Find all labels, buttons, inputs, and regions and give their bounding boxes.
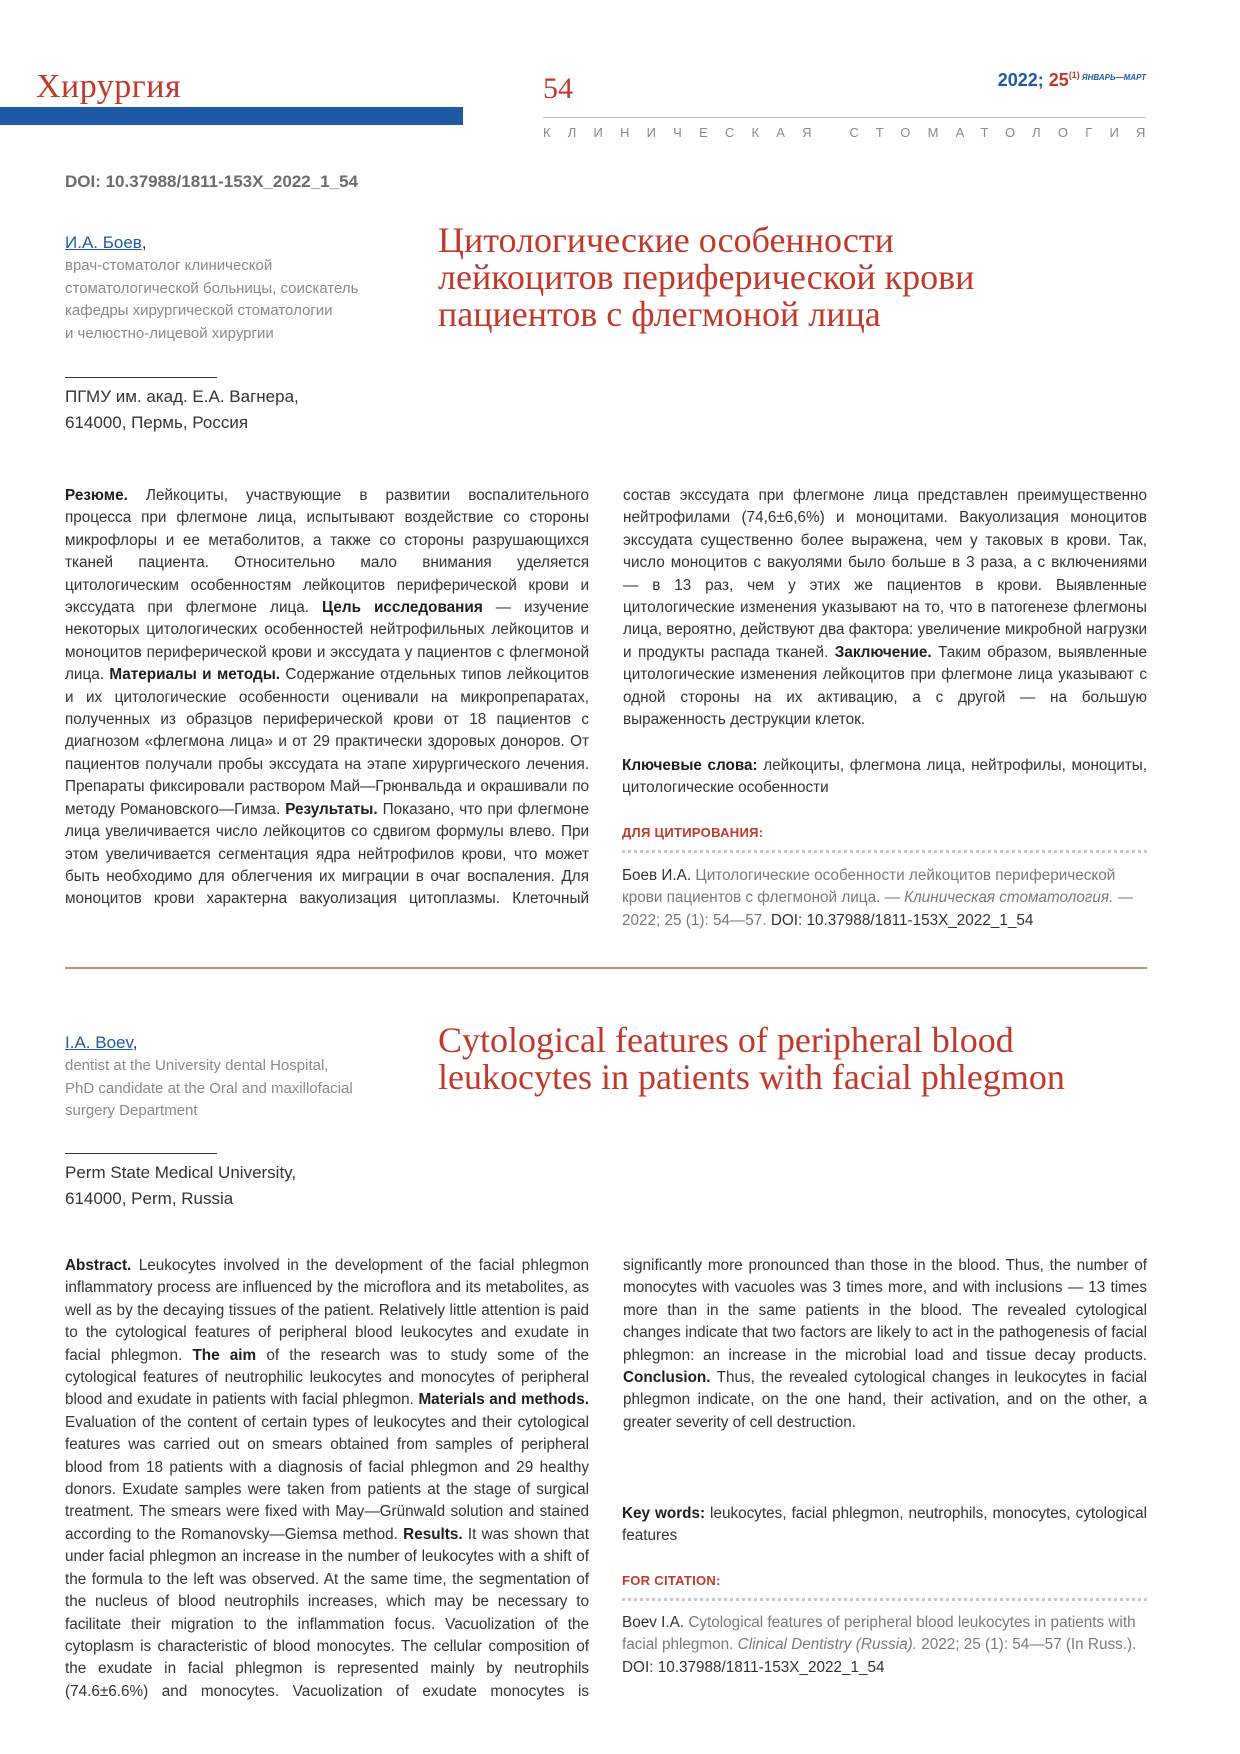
- journal-name: КЛИНИЧЕСКАЯ СТОМАТОЛОГИЯ: [543, 125, 1163, 140]
- section-divider: [65, 967, 1147, 969]
- citation-en: [622, 1612, 1147, 1679]
- conclusion-text: Thus, the revealed cytological changes in leukocytes in facial phlegmon indicate, on the one hand, their activation, and on the other, a greater severity of cell destruction.: [623, 1369, 1147, 1431]
- abstract-text: Leukocytes involved in the development of the facial phlegmon inflammatory process are influenced by the microflora and its metabolites, as well as by the decaying tissues of the patient. Relatively little attention is paid to the cytological features of peripheral blood leukocytes and exudate in facial phlegmon.: [65, 1257, 589, 1364]
- citation-label-ru: ДЛЯ ЦИТИРОВАНИЯ:: [622, 825, 764, 840]
- author-comma-ru: ,: [141, 233, 147, 252]
- citation-dotline-ru: [622, 850, 1147, 853]
- affiliation-ru: [65, 384, 299, 436]
- aim-text: — изучение некоторых цитологических особенностей нейтрофильных лейкоцитов и моноцитов периферической крови и экссудата у пациентов с флегмоной лица.: [65, 599, 590, 684]
- citation-journal: Clinical Dentistry (Russia).: [737, 1636, 918, 1654]
- affiliation-rule-ru: [65, 377, 217, 378]
- citation-journal: Клиническая стоматология.: [904, 889, 1114, 907]
- author-desc-line: dentist at the University dental Hospital,: [65, 1057, 329, 1074]
- citation-dotline-en: [622, 1598, 1147, 1601]
- issue-months: ЯНВАРЬ—МАРТ: [1081, 73, 1146, 82]
- author-desc-line: кафедры хирургической стоматологии: [65, 302, 333, 320]
- author-name-en[interactable]: I.A. Boev: [65, 1033, 133, 1052]
- affiliation-line: Perm State Medical University,: [65, 1163, 297, 1182]
- issue-number: (1): [1068, 70, 1080, 80]
- issue-volume: 25: [1048, 70, 1069, 90]
- abstract-label: Abstract.: [65, 1257, 132, 1274]
- issue-year: 2022;: [997, 70, 1044, 90]
- author-desc-line: surgery Department: [65, 1102, 198, 1120]
- aim-label: Цель исследования: [322, 599, 483, 617]
- author-description-en: [65, 1055, 405, 1123]
- title-line: пациентов с флегмоной лица: [438, 294, 881, 334]
- methods-label: Материалы и методы.: [109, 666, 281, 684]
- issue-info: [998, 70, 1146, 91]
- citation-doi[interactable]: DOI: 10.37988/1811-153X_2022_1_54: [622, 1658, 885, 1676]
- results-text: It was shown that under facial phlegmon an increase in the number of leukocytes with a shift of the formula to the left was observed. At the same time, the segmentation of the nucleus of blood neutrophils increases, which may be necessary to facilitate their migration to the inflammation focus. Vacuolization of the cytoplasm is characteristic of blood monocytes. The cellular composition of the exudate in facial phlegmon is represented mainly by neutrophils (74.6±6.6%) and monocytes. Vacuolization of exudate monocytes is significantly more pronounced than those in the blood. Thus, the number of monocytes with vacuoles was 3 times more, and with inclusions — 13 times more than in the same patients in the blood. The revealed cytological changes indicate that two factors are likely to act in the pathogenesis of facial phlegmon: an increase in the microbial load and tissue decay products.: [65, 1257, 1147, 1700]
- conclusion-label: Заключение.: [834, 643, 932, 661]
- keywords-label: Key words:: [622, 1505, 706, 1522]
- citation-doi[interactable]: DOI: 10.37988/1811-153X_2022_1_54: [770, 911, 1034, 929]
- title-line: Cytological features of peripheral blood: [438, 1020, 1014, 1060]
- citation-label-en: FOR CITATION:: [622, 1573, 721, 1588]
- aim-label: The aim: [192, 1346, 257, 1364]
- methods-label: Materials and methods.: [418, 1391, 589, 1409]
- affiliation-line: 614000, Perm, Russia: [65, 1189, 234, 1208]
- keywords-ru: [622, 755, 1147, 800]
- methods-text: Содержание отдельных типов лейкоцитов и их цитологические особенности оценивали на микропрепаратах, полученных из образцов периферической крови от 18 пациентов с диагнозом «флегмона лица» и от 29 практически здоровых доноров. От пациентов получали пробы экссудата на этапе хирургического лечения. Препараты фиксировали раствором Май—Грюнвальда и окрашивали по методу Романовского—Гимза.: [65, 666, 590, 818]
- author-description-ru: [65, 255, 395, 345]
- citation-author: Боев И.А.: [622, 867, 692, 884]
- affiliation-en: [65, 1160, 296, 1212]
- methods-text: Evaluation of the content of certain types of leukocytes and their cytological features was carried out on smears obtained from samples of peripheral blood from 18 patients with a diagnosis of facial phlegmon and 29 healthy donors. Exudate samples were taken from patients at the stage of surgical treatment. The smears were fixed with May—Grünwald solution and stained according to the Romanovsky—Giemsa method.: [65, 1413, 589, 1543]
- author-desc-line: врач-стоматолог клинической: [65, 257, 273, 274]
- conclusion-text: Таким образом, выявленные цитологические изменения лейкоцитов при флегмоне лица указывают с одной стороны на их активацию, а с другой — на большую выраженность деструкции клеток.: [623, 643, 1148, 729]
- affiliation-rule-en: [65, 1153, 217, 1154]
- doi: DOI: 10.37988/1811-153X_2022_1_54: [65, 172, 359, 191]
- article-title-en: [438, 1022, 1178, 1096]
- aim-text: of the research was to study some of the cytological features of neutrophilic leukocytes and monocytes of peripheral blood and exudate in patients with facial phlegmon.: [65, 1346, 589, 1409]
- author-block-ru: [65, 233, 395, 345]
- author-comma-en: ,: [132, 1033, 138, 1052]
- keywords-label: Ключевые слова:: [622, 757, 758, 774]
- section-title: Хирургия: [36, 68, 182, 105]
- citation-author: Boev I.A.: [622, 1614, 685, 1631]
- author-desc-line: стоматологической больницы, соискатель: [65, 279, 359, 297]
- conclusion-label: Conclusion.: [623, 1369, 711, 1387]
- keywords-text: leukocytes, facial phlegmon, neutrophils, monocytes, cytological features: [622, 1505, 1148, 1545]
- author-desc-line: и челюстно-лицевой хирургии: [65, 324, 274, 342]
- citation-ru: [622, 865, 1147, 932]
- article-title-ru: [438, 222, 1158, 333]
- results-label: Результаты.: [285, 800, 378, 818]
- author-name-ru[interactable]: И.А. Боев: [65, 233, 142, 252]
- citation-title: Cytological features of peripheral blood leukocytes in patients with facial phlegmon.: [622, 1614, 1136, 1654]
- affiliation-line: ПГМУ им. акад. Е.А. Вагнера,: [65, 387, 299, 406]
- citation-details: — 2022; 25 (1): 54—57.: [622, 889, 1133, 929]
- author-desc-line: PhD candidate at the Oral and maxillofacial: [65, 1079, 353, 1097]
- keywords-text: лейкоциты, флегмона лица, нейтрофилы, моноциты, цитологические особенности: [622, 757, 1147, 797]
- citation-title: Цитологические особенности лейкоцитов периферической крови пациентов с флегмоной лица. —: [622, 867, 1116, 907]
- title-line: Цитологические особенности: [438, 220, 894, 260]
- keywords-en: [622, 1503, 1147, 1548]
- title-line: лейкоцитов периферической крови: [438, 257, 975, 297]
- author-block-en: [65, 1033, 405, 1123]
- affiliation-line: 614000, Пермь, Россия: [65, 413, 249, 432]
- citation-details: 2022; 25 (1): 54—57 (In Russ.).: [921, 1636, 1137, 1654]
- results-text: Показано, что при флегмоне лица увеличивается число лейкоцитов со сдвигом формулы влево. При этом увеличивается сегментация ядра нейтрофилов крови, что может быть необходимо для облегчения их миграции в очаг воспаления. Для моноцитов крови характерна вакуолизация цитоплазмы. Клеточный состав экссудата при флегмоне лица представлен преимущественно нейтрофилами (74,6±6,6%) и моноцитами. Вакуолизация моноцитов экссудата существенно более выражена, чем у таковых в крови. Так, число моноцитов с вакуолями было больше в 3 раза, а с включениями — в 13 раз, чем у этих же пациентов в крови. Выявленные цитологические изменения указывают на то, что в патогенезе флегмоны лица, вероятно, действуют два фактора: увеличение микробной нагрузки и продукты распада тканей.: [65, 487, 1147, 908]
- header-rule: [543, 117, 1146, 118]
- resume-text: Лейкоциты, участвующие в развитии воспалительного процесса при флегмоне лица, испытывают воздействие со стороны микрофлоры и ее метаболитов, а также со стороны разрушающихся тканей пациента. Относительно мало внимания уделяется цитологическим особенностям лейкоцитов периферической крови и экссудата при флегмоне лица.: [65, 487, 590, 617]
- section-bar: [0, 107, 463, 125]
- results-label: Results.: [403, 1525, 463, 1543]
- title-line: leukocytes in patients with facial phlegmon: [438, 1057, 1065, 1097]
- page-number: 54: [543, 72, 573, 105]
- resume-label: Резюме.: [65, 487, 128, 504]
